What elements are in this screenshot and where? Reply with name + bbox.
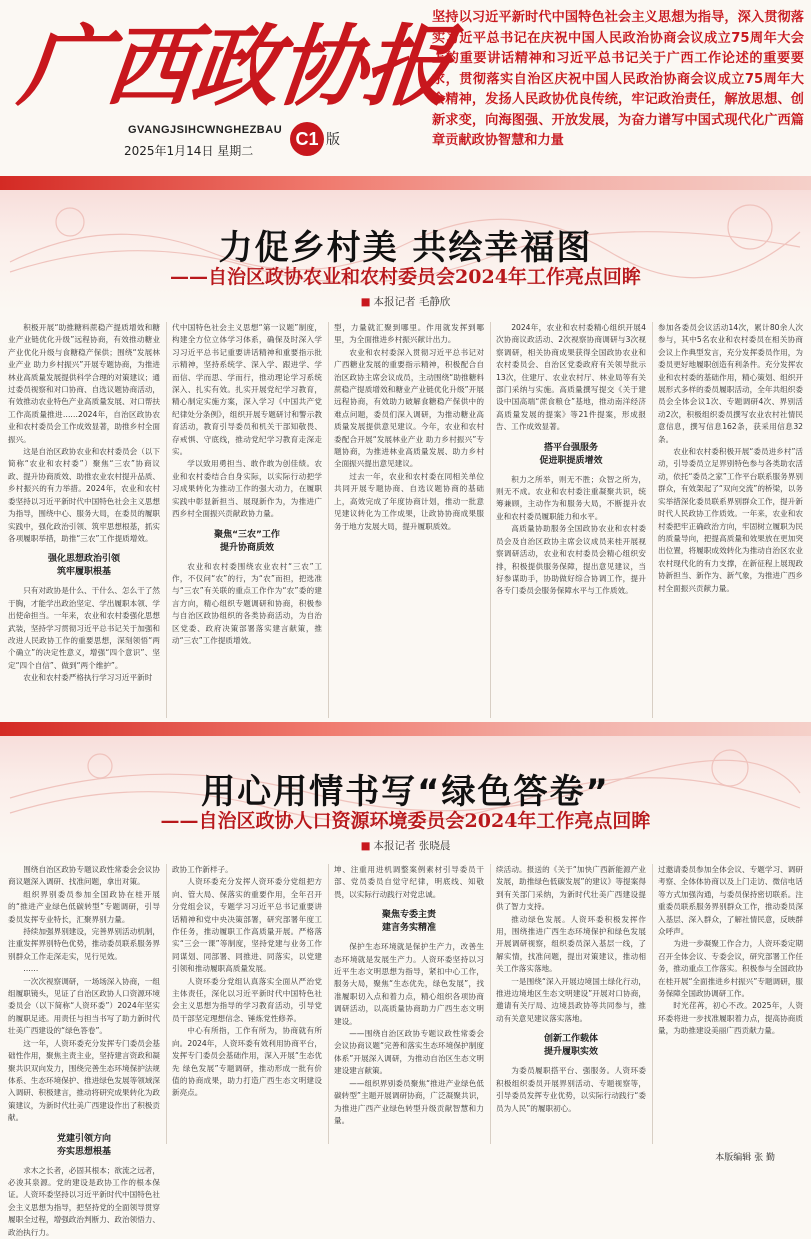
paragraph: 人资环委分党组认真落实全面从严治党主体责任，深化以习近平新时代中国特色社会主义思想为指导的学习教育活动，引导党员干部坚定理想信念、锤炼党性修养。	[172, 976, 322, 1023]
paragraph: 只有对政协是什么、干什么、怎么干了然于胸，才能学出政治坚定、学出履职本领、学出使命担当。一年来，农业和农村委强化思想武装，坚持学习贯彻习近平总书记关于加强和改进人民政协工作的重要思想，深刻领悟“两个确立”的决定性意义，增强“四个意识”、坚定“四个自信”、做到“两个维护”。	[8, 586, 160, 670]
masthead-slogan: 坚持以习近平新时代中国特色社会主义思想为指导，深入贯彻落实习近平总书记在庆祝中国人民政治协商会议成立75周年大会上的重要讲话精神和习近平总书记关于广西工作论述的重要要求，贯彻落实自治区庆祝中国人民政治协商会议成立75周年大会精神，发扬人民政协优良传统，牢记政治责任，解放思想、创新求变，向海图强、开放发展，为奋力谱写中国式现代化广西篇章贡献政协智慧和力量	[432, 10, 804, 148]
paragraph: 续活动。报送的《关于“加快广西新能源产业发展，助推绿色低碳发展”的建议》等提案得到有关部门采纳，为新时代壮美广西建设提供了智力支持。	[496, 865, 646, 912]
article2-column-3	[334, 864, 484, 1144]
article1-column-4	[496, 322, 646, 718]
paragraph: 为进一步凝聚工作合力，人资环委定期召开全体会议、专委会议，研究部署工作任务，推动重点工作落实。积极参与全国政协在桂开展“全面推进乡村振兴”专题调研，服务保障全国政协调研工作。	[658, 939, 803, 999]
banner-stripe	[0, 176, 811, 190]
paragraph: 积力之所举，则无不胜；众智之所为，则无不成。农业和农村委注重凝聚共识，统筹兼顾，主动作为和服务大局，不断提升农业和农村委员履职能力和水平。	[496, 474, 646, 521]
article1-byline	[0, 294, 811, 309]
paragraph: 农业和农村委严格执行学习习近平新时	[23, 673, 153, 683]
column-divider	[166, 864, 167, 1144]
byline-square-icon: ■	[360, 296, 371, 308]
paragraph: 过去一年，农业和农村委在同相关单位共同开展专题协商、自选议题协商的基础上，高效完成了年度协商计划，推动一批意见建议转化为工作成果，让政协协商成果服务于地方发展大局，提升履职质效。	[334, 471, 484, 531]
section-subtitle: 强化思想政治引领 筑牢履职根基	[47, 554, 120, 578]
paragraph: 政协工作新样子。	[172, 865, 233, 874]
article1-column-3	[334, 322, 484, 718]
section-subtitle: 创新工作载体 提升履职实效	[543, 1034, 598, 1058]
paragraph: 一是围绕“深入开展边境国土绿化行动，推进边境地区生态文明建设”开展对口协商，邀请有关厅局、边境县政协等共同参与，推动有关意见建议落实落地。	[496, 976, 646, 1023]
issue-date: 2025年1月14日 星期二	[124, 144, 254, 158]
paragraph: 农业和农村委围绕农业农村“三农”工作，不仅问“农”的行，为“农”而担，把选准与“三农”有关联的重点工作作为“农”委的建言方向，精心组织专题调研和协商，积极参与自治区政协组织的各类协商活动，为自治区党委、政府决策部署落实建言献策，推动“三农”工作提质增效。	[172, 561, 322, 645]
paragraph: 人资环委充分发挥人资环委分党组把方向、管大局、保落实的重要作用，全年召开分党组会议，专题学习习近平总书记重要讲话精神和党中央决策部署，研究部署年度工作任务，推动履职工作高质量开展。严格落实“三会一课”等制度，坚持党建与业务工作同谋划、同部署、同推进、同落实，以党建引领和推动履职高质量发展。	[172, 877, 322, 974]
article2-column-5	[658, 864, 803, 1144]
paragraph: ——围绕自治区政协专题议政性常委会会议协商议题“完善和落实生态环境保护制度体系”开展深入调研，为推动自治区生态文明建设建言献策。	[334, 1029, 484, 1076]
paragraph: 学以致用勇担当、敢作敢为创佳绩。农业和农村委结合自身实际，以实际行动把学习成果转化为推动工作的强大动力，在履职实践中彰显新担当、展现新作为，为推进广西乡村全面振兴贡献政协力量。	[172, 459, 322, 519]
paragraph: 时光荏苒，初心不改。2025年，人资环委将进一步找准履职着力点，提高协商质量，为助推建设美丽广西贡献力量。	[658, 1001, 803, 1036]
paragraph: 高质量协助服务全国政协农业和农村委员会及自治区政协主席会议成员来桂开展视察调研活动，农业和农村委员会精心组织安排，积极提供服务保障，提出意见建议，当好参谋助手，协助做好综合协调工作，提升各专门委员会服务保障水平与工作质效。	[496, 524, 646, 596]
column-divider	[652, 322, 653, 718]
paragraph: 中心有所指，工作有所为，协商就有所向。2024年，人资环委有效利用协商平台，发挥专门委员会基础作用，深入开展“生态优先 绿色发展”专题调研，推动形成一批有价值的协商成果，助力打造广西生态文明建设新亮点。	[172, 1026, 322, 1098]
section-subtitle: 搭平台强服务 促进职提质增效	[539, 442, 603, 466]
page-editor-credit: 本版编辑 张 勤	[715, 1153, 775, 1163]
paragraph: ——组织界别委员聚焦“推进产业绿色低碳转型”主题开展调研协商，广泛凝聚共识，为推进广西产业绿色转型升级贡献智慧和力量。	[334, 1078, 484, 1125]
column-divider	[328, 864, 329, 1144]
article2-headline: 用心用情书写“绿色答卷”	[201, 772, 610, 812]
article1-headline: 力促乡村美 共绘幸福图	[218, 228, 593, 268]
paragraph: 农业和农村委深入贯彻习近平总书记对广西糖业发展的重要指示精神，积极配合自治区政协主席会议成员，主动围绕“助推糖料蔗稳产提质增效和糖业产业链优化升级”开展远程协商，有效助力破解食糖稳产保供中的难点问题，委员们深入调研，为推动糖业高质量发展提供意见建议。今年，农业和农村委配合开展“发展林业产业 助力乡村振兴”专题协商，为推进林业高质量发展、助力乡村全面振兴提出意见建议。	[334, 347, 484, 469]
column-divider	[490, 864, 491, 1144]
paragraph: 这一年，人资环委充分发挥专门委员会基础性作用，聚焦主责主业，坚持建言资政和凝聚共识双向发力，围绕完善生态环境保护法规体系、生态环境保护、推进绿色发展等领域深入调研、积极建言，推动将研究成果转化为政策建议，为新时代壮美广西建设作出了积极贡献。	[8, 1038, 160, 1123]
paragraph: 积极开展“助推糖料蔗稳产提质增效和糖业产业链优化升级”远程协商，有效推动糖业产业优化升级与食糖稳产保供；围绕“发展林业产业 助力乡村振兴”开展专题协商，为推进林业高质量发展提供科学合理的对策建议；通过委员视察和对口协商、自选议题协商活动，有效推动农业特色产业高质量发展、对口帮扶工作高质量推进……2024年，自治区政协农业和农村委员会工作成效显著，助推乡村全面振兴。	[8, 323, 160, 444]
article1-byline-text: 本报记者 毛静欣	[373, 296, 451, 308]
article2-column-1	[8, 864, 160, 1237]
article1-subhead: ——自治区政协农业和农村委员会2024年工作亮点回眸	[170, 266, 641, 288]
paragraph: 参加各委员会议活动14次，累计80余人次参与，其中5名农业和农村委员在相关协商会议上作典型发言，充分发挥委员作用，为委员更好地履职创造有利条件。充分发挥农业和农村委的基础作用，精心策划、组织开展形式多样的委员履职活动，全年共组织委员会全体会议1次、专题调研4次、界别活动2次，积极组织委员撰写农业农村社情民意信息，撰写信息162条，获采用信息32条。	[658, 323, 803, 444]
edition-suffix: 版	[326, 132, 340, 148]
column-divider	[328, 322, 329, 718]
paragraph: 保护生态环境就是保护生产力，改善生态环境就是发展生产力。人资环委坚持以习近平生态文明思想为指导，紧扣中心工作，服务大局，聚焦“生态优先，绿色发展”，找准履职切入点和着力点，精心组织各项协商调研活动，以高质量协商助力广西生态文明建设。	[334, 942, 484, 1026]
paragraph: 坤、注重用进机调整案例素材引导委员干部、党员委员自觉守纪律，明底线、知敬畏，以实际行动践行对党忠诚。	[334, 865, 484, 899]
article2-subhead: ——自治区政协人口资源环境委员会2024年工作亮点回眸	[160, 810, 651, 832]
article2-column-2	[172, 864, 322, 1144]
byline-square-icon: ■	[360, 840, 371, 852]
paragraph: 组织界别委员参加全国政协在桂开展的“推进产业绿色低碳转型”专题调研，引导委员发挥专业特长，汇聚界别力量。	[8, 889, 160, 924]
paragraph: 为委员履职搭平台、强服务。人资环委积极组织委员开展界别活动、专题视察等，引导委员发挥专业优势，以实际行动践行“委员为人民”的履职初心。	[496, 1066, 646, 1113]
edition-marker	[290, 122, 340, 156]
article1-column-2	[172, 322, 322, 718]
section-subtitle: 聚焦专委主责 建言务实精准	[381, 910, 436, 934]
paragraph: 2024年，农业和农村委精心组织开展4次协商议政活动、2次视察协商调研与3次视察调研，相关协商成果获得全国政协农业和农村委员会、自治区党委政府有关领导批示13次，住建厅、农业农村厅、林业局等有关部门采纳与实施。高质量撰写提交《关于建设中国高端“蔗食粮仓”基地，推动南洋经济高质量发展的提案》等21件提案，形成报告、工作成效显著。	[496, 323, 646, 432]
paragraph: 一次次视察调研，一场场深入协商，一组组履职镜头，见证了自治区政协人口资源环境委员会（以下简称“人资环委”）2024年坚实的履职足迹。用责任与担当书写了助力新时代壮美广西建设的“绿色答卷”。	[8, 976, 160, 1036]
article2-byline-text: 本报记者 张晓晨	[373, 840, 451, 852]
column-divider	[166, 322, 167, 718]
paragraph: 求木之长者，必固其根本；欲流之远者，必浚其泉源。党的建设是政协工作的根本保证。人资环委坚持以习近平新时代中国特色社会主义思想为指导，把坚持党的全面领导贯穿履职全过程，增强政治判断力、政治领悟力、政治执行力。	[8, 1165, 160, 1237]
paragraph: 围绕自治区政协专题议政性常委会会议协商议题深入调研、找准问题，拿出对策。	[8, 865, 160, 887]
article2-byline	[0, 838, 811, 853]
paragraph: 持续加强界别建设，完善界别活动机制，注重发挥界别特色优势，推动委员联系服务界别群众工作走深走实，见行见效。	[8, 927, 160, 961]
banner-stripe	[0, 722, 811, 736]
column-divider	[652, 864, 653, 1144]
paragraph: 推动绿色发展。人资环委积极发挥作用，围绕推进广西生态环境保护和绿色发展开展调研视察，组织委员深入基层一线，了解实情，找准问题，提出对策建议，推动相关工作落实落地。	[496, 914, 646, 974]
section-subtitle: 党建引领方向 夯实思想根基	[56, 1133, 111, 1157]
edition-badge: C1	[290, 122, 324, 156]
paragraph: 过邀请委员参加全体会议、专题学习、调研考察、全体体协商以及上门走访、微信电话等方式加强沟通，与委员保持密切联系。注重委员联系服务界别群众工作，推动委员深入基层、深入群众，了解社情民意，反映群众呼声。	[658, 865, 803, 937]
paragraph: ……	[23, 964, 39, 974]
masthead	[0, 0, 811, 176]
paragraph: 这是自治区政协农业和农村委员会（以下简称“农业和农村委”）聚焦“三农”协商议政、提升协商质效、助推农业农村提升品质、乡村振兴的有力举措。2024年，农业和农村委坚持以习近平新时代中国特色社会主义思想为指导，围绕中心、服务大局，在委员的履职实践中，强化政治引领、筑牢思想根基，抓实各项履职举措，助推“三农”工作提质增效。	[8, 447, 160, 543]
article1-column-5	[658, 322, 803, 718]
section-subtitle: 聚焦“三农”工作 提升协商质效	[214, 529, 280, 553]
paragraph: 代中国特色社会主义思想“第一议题”制度，构建全方位立体学习体系，确保及时深入学习习近平总书记重要讲话精神和重要指示批示精神，坚持系统学、深入学、跟进学、学而信、学而思、学而行，推动理论学习系统深入、扎实有效。扎实开展党纪学习教育，精心制定实施方案，深入学习《中国共产党纪律处分条例》，组织开展专题研讨和警示教育活动，教育引导委员和机关干部知敬畏、存戒惧、守底线，推动党纪学习教育走深走实。	[172, 323, 322, 457]
newspaper-logo: 广西政协报	[14, 14, 456, 118]
paragraph: 农业和农村委积极开展“委员进乡村”活动，引导委员立足界别特色参与各类助农活动，依托“委员之家”工作平台联系服务界别群众，有效架起了“双向交流”的桥梁，以务实举措深化委员联系界别群众工作，提升新时代人民政协工作质效。一年来，农业和农村委把牢正确政治方向，牢固树立履职为民的质量导向，把提高质量和效果放在更加突出位置，将履职成效转化为推动自治区农业农村现代化的有力支撑，在新征程上展现政协新担当、新作为、新气象，为推进广西乡村全面振兴贡献力量。	[658, 447, 803, 593]
article1-column-1	[8, 322, 160, 718]
newspaper-pinyin: GVANGJSIHCWNGHEZBAU	[128, 124, 283, 136]
column-divider	[490, 322, 491, 718]
paragraph: 型，力量就汇聚到哪里。作用就发挥到哪里，为全面推进乡村振兴献计出力。	[334, 323, 484, 345]
article2-column-4	[496, 864, 646, 1144]
